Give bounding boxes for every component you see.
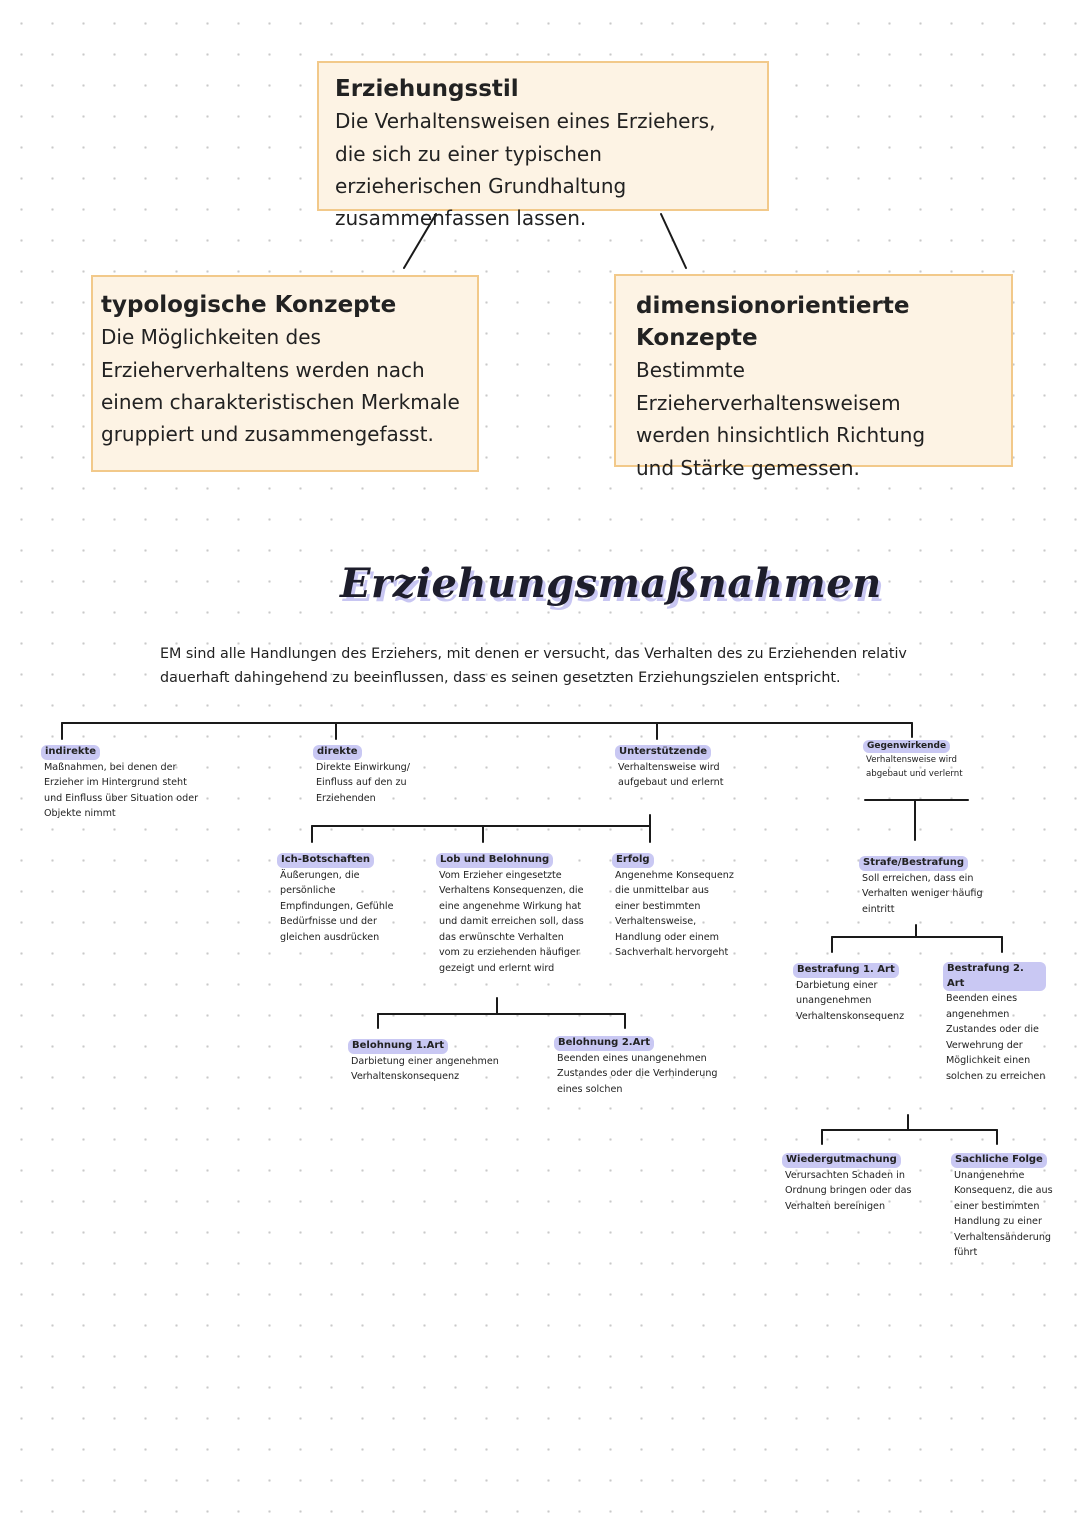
node-label: Belohnung 1.Art — [348, 1039, 448, 1054]
node-label: Unterstützende — [615, 745, 711, 760]
node-label: Erfolg — [612, 853, 654, 868]
node-direkte — [316, 744, 416, 806]
node-label: Belohnung 2.Art — [554, 1036, 654, 1051]
node-label: Gegenwirkende — [863, 740, 950, 753]
node-desc: Direkte Einwirkung/ Einfluss auf den zu Erziehenden — [316, 761, 410, 804]
erziehungsstil-title: Erziehungsstil — [335, 76, 519, 102]
node-indirekte — [44, 744, 204, 822]
typologisch-text: Die Möglichkeiten des Erzieherverhaltens werden nach einem charakteristischen Merkmale gruppiert und zusammengefasst. — [101, 325, 460, 447]
node-desc: Vom Erzieher eingesetzte Verhaltens Konsequenzen, die eine angenehme Wirkung hat und damit erreichen soll, dass das erwünschte Verhalten vom zu erziehenden häufiger gezeigt und erlernt wird — [439, 869, 584, 974]
node-desc: Soll erreichen, dass ein Verhalten weniger häufig eintritt — [862, 872, 983, 915]
node-ich-botschaften — [280, 852, 398, 945]
node-desc: Darbietung einer angenehmen Verhaltenskonsequenz — [351, 1055, 499, 1083]
node-label: Lob und Belohnung — [436, 853, 553, 868]
node-bestrafung-1 — [796, 962, 908, 1024]
node-wiedergutmachung — [785, 1152, 923, 1214]
typologisch-title: typologische Konzepte — [101, 292, 397, 318]
node-label: Bestrafung 2. Art — [943, 962, 1046, 991]
node-label: indirekte — [41, 745, 100, 760]
node-label: Wiedergutmachung — [782, 1153, 901, 1168]
node-unterstuetzende — [618, 744, 728, 791]
node-label: Sachliche Folge — [951, 1153, 1047, 1168]
node-label: direkte — [313, 745, 362, 760]
node-desc: Beenden eines angenehmen Zustandes oder die Verwehrung der Möglichkeit einen solchen zu erreichen — [946, 993, 1046, 1082]
node-desc: Verhaltensweise wird abgebaut und verlernt — [866, 754, 963, 779]
node-label: Strafe/Bestrafung — [859, 856, 968, 871]
node-lob-belohnung — [439, 852, 587, 976]
node-desc: Angenehme Konsequenz die unmittelbar aus einer bestimmten Verhaltensweise, Handlung oder einem Sachverhalt hervorgeht — [615, 869, 734, 959]
section-heading: Erziehungsmaßnahmen — [340, 560, 882, 607]
node-gegenwirkende — [866, 740, 976, 782]
node-belohnung-2 — [557, 1035, 729, 1097]
node-belohnung-1 — [351, 1038, 511, 1085]
node-desc: Maßnahmen, bei denen der Erzieher im Hintergrund steht und Einfluss über Situation oder Objekte nimmt — [44, 761, 199, 820]
dimension-text: Bestimmte Erzieherverhaltensweisem werden hinsichtlich Richtung und Stärke gemessen. — [636, 358, 926, 480]
erziehungsstil-text: Die Verhaltensweisen eines Erziehers, die sich zu einer typischen erzieherischen Grundhaltung zusammenfassen lassen. — [335, 109, 716, 231]
dimension-box — [614, 274, 1013, 480]
erziehungsstil-box — [317, 61, 769, 231]
node-strafe — [862, 855, 990, 917]
node-desc: Verursachten Schaden in Ordnung bringen oder das Verhalten bereinigen — [785, 1169, 912, 1212]
dimension-title: dimensionorientierte Konzepte — [636, 293, 910, 352]
typologisch-box — [91, 275, 479, 472]
node-desc: Darbietung einer unangenehmen Verhaltenskonsequenz — [796, 979, 905, 1022]
node-sachliche-folge — [954, 1152, 1060, 1261]
node-erfolg — [615, 852, 735, 961]
section-intro: EM sind alle Handlungen des Erziehers, mit denen er versucht, das Verhalten des zu Erziehenden relativ dauerhaft dahingehend zu beeinflussen, dass es seinen gesetzten Erziehungszielen entspricht. — [160, 646, 907, 686]
node-desc: Beenden eines unangenehmen Zustandes oder die Verhinderung eines solchen — [557, 1052, 718, 1095]
node-label: Bestrafung 1. Art — [793, 963, 899, 978]
node-desc: Unangenehme Konsequenz, die aus einer bestimmten Handlung zu einer Verhaltensänderung führt — [954, 1169, 1053, 1259]
node-desc: Verhaltensweise wird aufgebaut und erlernt — [618, 761, 724, 789]
node-desc: Äußerungen, die persönliche Empfindungen, Gefühle Bedürfnisse und der gleichen ausdrücken — [280, 869, 394, 943]
node-bestrafung-2 — [946, 962, 1046, 1084]
node-label: Ich-Botschaften — [277, 853, 374, 868]
